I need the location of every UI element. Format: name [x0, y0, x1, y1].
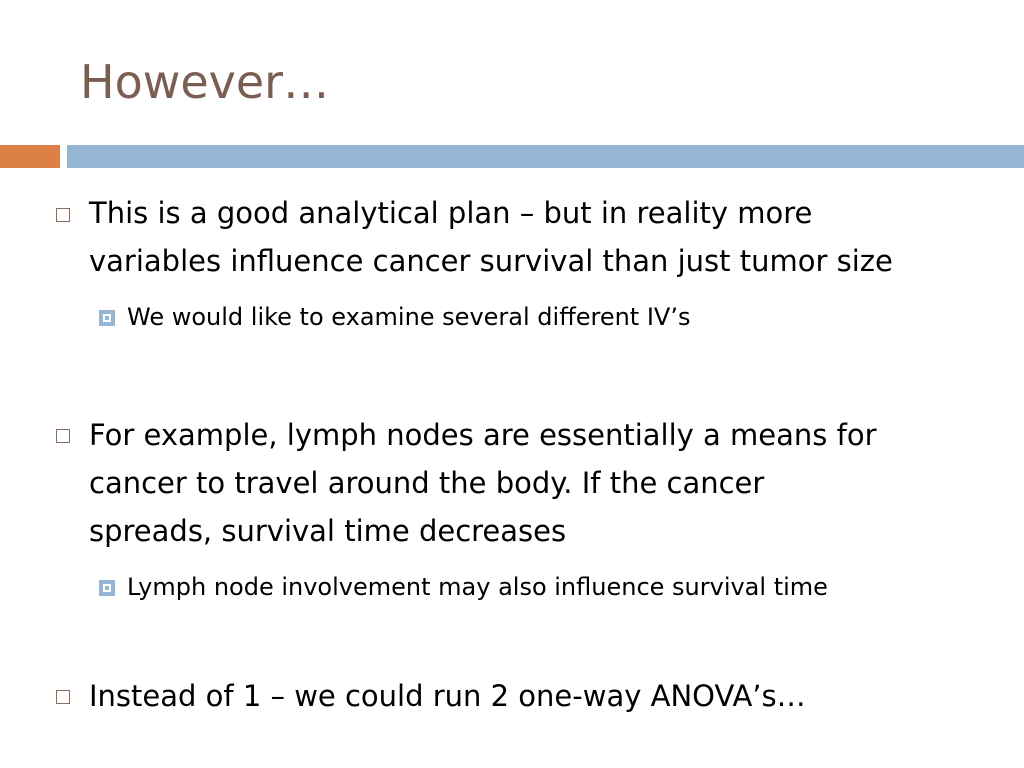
- accent-bar-orange: [0, 145, 60, 168]
- sub-bullet-1: We would like to examine several different IV’s: [127, 303, 691, 331]
- bullet-2-line-2: cancer to travel around the body. If the cancer: [89, 466, 765, 500]
- bullet-1-line-1: This is a good analytical plan – but in reality more: [89, 196, 813, 230]
- bullet-3: [89, 672, 994, 720]
- bullet-2-line-1: For example, lymph nodes are essentially a means for: [89, 418, 877, 452]
- bullet-square-icon: [56, 208, 70, 222]
- bullet-1-line-2: variables influence cancer survival than just tumor size: [89, 244, 893, 278]
- slide-title: However…: [80, 55, 330, 109]
- bullet-square-icon: [56, 429, 70, 443]
- bullet-2: [89, 411, 994, 555]
- bullet-2-line-3: spreads, survival time decreases: [89, 514, 567, 548]
- sub-bullet-2: Lymph node involvement may also influence survival time: [127, 573, 828, 601]
- bullet-square-icon: [56, 690, 70, 704]
- bullet-1: [89, 189, 994, 285]
- accent-bar-blue: [67, 145, 1024, 168]
- sub-bullet-icon: [99, 310, 115, 326]
- sub-bullet-icon: [99, 580, 115, 596]
- bullet-3-line-1: Instead of 1 – we could run 2 one-way ANOVA’s…: [89, 679, 806, 713]
